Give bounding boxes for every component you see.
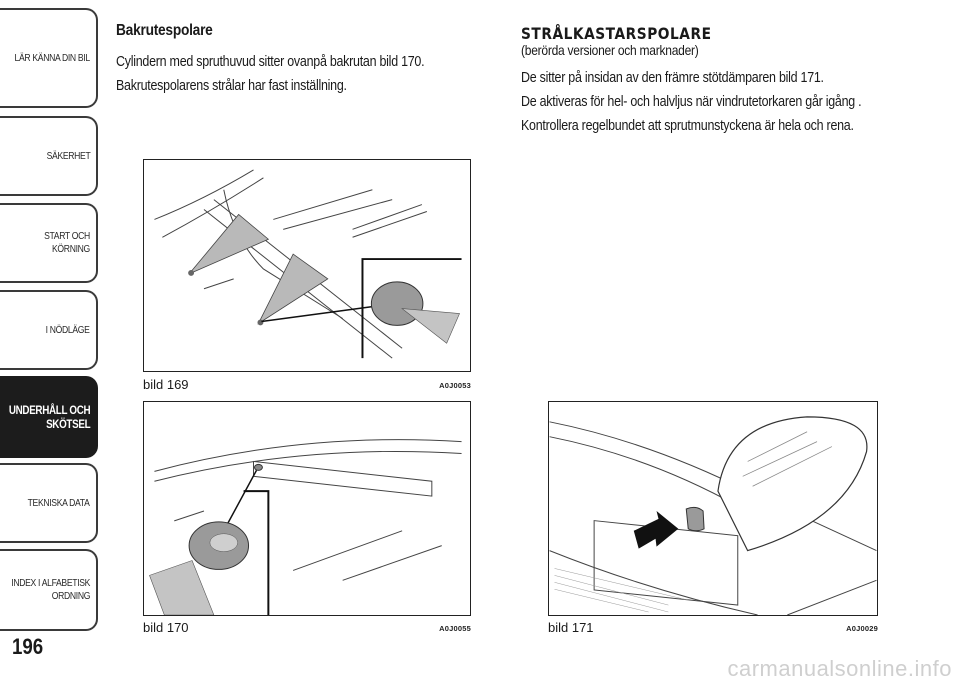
rear-window-washer-spray-illustration — [144, 160, 470, 371]
chapter-tab-rail — [0, 0, 100, 686]
headlight-washer-illustration — [549, 402, 877, 615]
section-subheading: Bakrutespolare — [116, 22, 213, 39]
tab-label-line1: START OCH — [44, 230, 90, 242]
tab-label-line2: SKÖTSEL — [45, 417, 90, 431]
tab-label: SÄKERHET — [46, 149, 90, 162]
paragraph-line: De sitter på insidan av den främre stötdämparen bild 171. — [521, 70, 824, 86]
tab-label-line1: UNDERHÅLL OCH — [8, 403, 90, 417]
figure-170 — [143, 401, 471, 639]
figure-171-illustration — [548, 401, 878, 616]
figure-170-illustration — [143, 401, 471, 616]
tab-label-wrap — [11, 577, 90, 603]
paragraph-line: De aktiveras för hel- och halvljus när vindrutetorkaren går igång . — [521, 94, 862, 110]
figure-171 — [548, 401, 878, 639]
paragraph-line: Bakrutespolarens strålar har fast inställning. — [116, 78, 347, 94]
tab-label: TEKNISKA DATA — [28, 496, 90, 509]
tab-lar-kanna-din-bil[interactable] — [0, 8, 98, 108]
tab-underhall-och-skotsel[interactable] — [0, 376, 98, 458]
section-note: (berörda versioner och marknader) — [521, 42, 699, 58]
tab-label-line1: INDEX I ALFABETISK — [11, 577, 90, 589]
right-text-column — [521, 26, 941, 138]
left-text-column — [116, 22, 486, 98]
figure-code: A0J0029 — [846, 624, 878, 633]
figure-code: A0J0055 — [439, 624, 471, 633]
paragraph-line: Kontrollera regelbundet att sprutmunstyckena är hela och rena. — [521, 118, 854, 134]
paragraph-line: Cylindern med spruthuvud sitter ovanpå bakrutan bild 170. — [116, 54, 425, 70]
tab-i-nodlage[interactable] — [0, 290, 98, 370]
figure-169-illustration — [143, 159, 471, 372]
figure-caption: bild 171 — [548, 620, 594, 635]
watermark: carmanualsonline.info — [727, 656, 952, 681]
rear-window-washer-nozzle-illustration — [144, 402, 470, 615]
figure-caption: bild 169 — [143, 377, 189, 392]
tab-label-wrap — [44, 230, 90, 256]
tab-label: LÄR KÄNNA DIN BIL — [14, 51, 90, 64]
tab-label: I NÖDLÄGE — [46, 323, 90, 336]
figure-169 — [143, 159, 471, 396]
tab-label-line2: ORDNING — [51, 590, 90, 602]
figure-caption: bild 170 — [143, 620, 189, 635]
section-heading: STRÅLKASTARSPOLARE — [521, 24, 712, 43]
tab-label-wrap — [9, 403, 90, 431]
figure-code: A0J0053 — [439, 381, 471, 390]
page-number: 196 — [12, 634, 44, 659]
tab-sakerhet[interactable] — [0, 116, 98, 196]
tab-tekniska-data[interactable] — [0, 463, 98, 543]
tab-label-line2: KÖRNING — [52, 243, 90, 255]
tab-start-och-korning[interactable] — [0, 203, 98, 283]
tab-index-i-alfabetisk-ordning[interactable] — [0, 549, 98, 631]
